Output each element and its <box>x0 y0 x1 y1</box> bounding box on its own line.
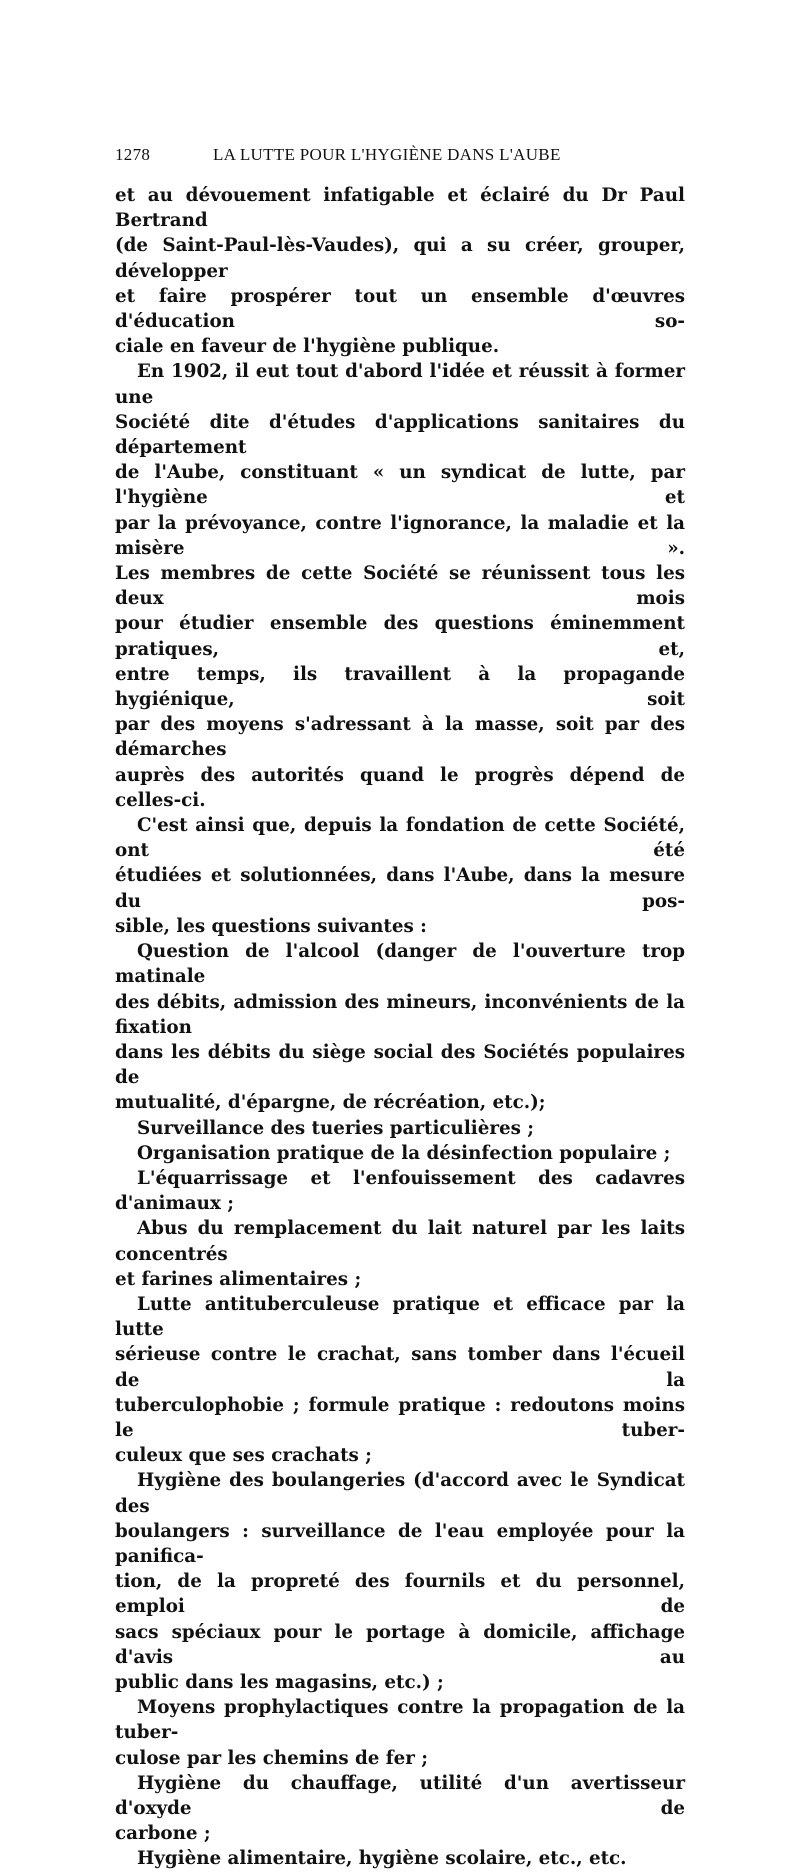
text-line: auprès des autorités quand le progrès dépend de celles-ci. <box>115 764 685 811</box>
page-number: 1278 <box>115 145 151 164</box>
body-text <box>115 183 685 1872</box>
text-line: sible, les questions suivantes : <box>115 915 427 937</box>
text-line: Lutte antituberculeuse pratique et efficace par la lutte <box>115 1293 685 1341</box>
text-line: C'est ainsi que, depuis la fondation de cette Société, ont été <box>115 815 685 862</box>
text-line: Surveillance des tueries particulières ; <box>137 1117 535 1139</box>
text-line: culeux que ses crachats ; <box>115 1445 372 1467</box>
text-line: et faire prospérer tout un ensemble d'œuvres d'éducation so- <box>115 285 685 333</box>
text-line: entre temps, ils travaillent à la propagande hygiénique, soit <box>115 663 685 711</box>
text-line: Les membres de cette Société se réunissent tous les deux mois <box>115 563 685 610</box>
text-line: Organisation pratique de la désinfection populaire ; <box>137 1142 671 1164</box>
text-line: de l'Aube, constituant « un syndicat de lutte, par l'hygiène et <box>115 462 685 509</box>
text-line: (de Saint-Paul-lès-Vaudes), qui a su créer, grouper, développer <box>115 235 685 282</box>
text-line: culose par les chemins de fer ; <box>115 1747 429 1769</box>
text-line: étudiées et solutionnées, dans l'Aube, dans la mesure du pos- <box>115 865 685 912</box>
text-line: des débits, admission des mineurs, inconvénients de la fixation <box>115 991 685 1038</box>
text-line: Question de l'alcool (danger de l'ouverture trop matinale <box>115 941 685 988</box>
text-line: Abus du remplacement du lait naturel par les laits concentrés <box>115 1218 685 1265</box>
text-line: et farines alimentaires ; <box>115 1268 362 1290</box>
text-line: par la prévoyance, contre l'ignorance, la maladie et la misère ». <box>115 512 685 559</box>
text-line: Moyens prophylactiques contre la propagation de la tuber- <box>115 1697 685 1744</box>
text-line: sérieuse contre le crachat, sans tomber dans l'écueil de la <box>115 1344 685 1391</box>
text-line: boulangers : surveillance de l'eau employée pour la panifica- <box>115 1520 685 1567</box>
text-line: ciale en faveur de l'hygiène publique. <box>115 336 500 358</box>
text-line: dans les débits du siège social des Sociétés populaires de <box>115 1041 685 1089</box>
text-line: et au dévouement infatigable et éclairé du Dr Paul Bertrand <box>115 185 685 232</box>
text-line: public dans les magasins, etc.) ; <box>115 1671 444 1693</box>
text-line: L'équarrissage et l'enfouissement des cadavres d'animaux ; <box>115 1167 685 1215</box>
text-line: par des moyens s'adressant à la masse, soit par des démarches <box>115 714 685 761</box>
text-line: Hygiène alimentaire, hygiène scolaire, etc., etc. <box>137 1848 627 1870</box>
text-line: Hygiène du chauffage, utilité d'un avertisseur d'oxyde de <box>115 1772 685 1819</box>
text-line: carbone ; <box>115 1823 211 1845</box>
text-line: Hygiène des boulangeries (d'accord avec le Syndicat des <box>115 1470 685 1517</box>
text-line: tuberculophobie ; formule pratique : redoutons moins le tuber- <box>115 1394 685 1441</box>
text-line: Société dite d'études d'applications sanitaires du département <box>115 411 685 459</box>
text-line: mutualité, d'épargne, de récréation, etc.); <box>115 1092 546 1114</box>
text-line: pour étudier ensemble des questions éminemment pratiques, et, <box>115 613 685 660</box>
text-line: sacs spéciaux pour le portage à domicile, affichage d'avis au <box>115 1621 685 1668</box>
page-header <box>115 145 685 165</box>
text-line: En 1902, il eut tout d'abord l'idée et réussit à former une <box>115 361 685 408</box>
running-title: LA LUTTE POUR L'HYGIÈNE DANS L'AUBE <box>213 145 561 164</box>
text-line: tion, de la propreté des fournils et du personnel, emploi de <box>115 1571 685 1618</box>
